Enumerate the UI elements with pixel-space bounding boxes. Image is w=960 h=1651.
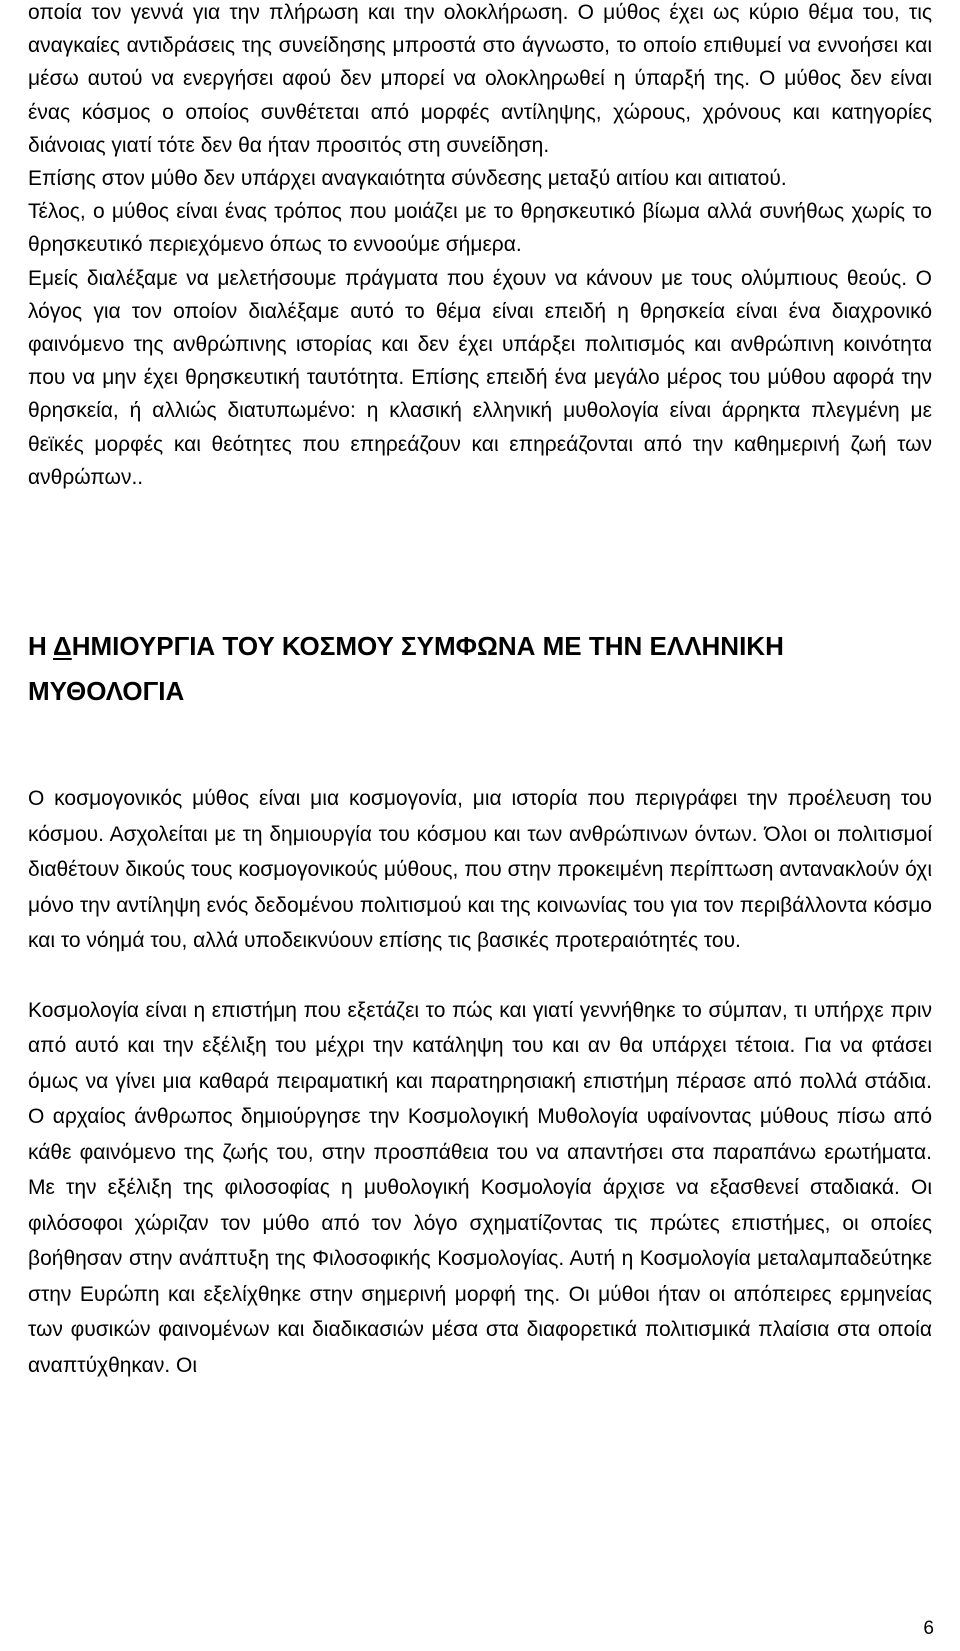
body-paragraph: Ο κοσμογονικός μύθος είναι μια κοσμογονία, μια ιστορία που περιγράφει την προέλευση του κόσμου. Ασχολείται με τη δημιουργία του κόσμου και των ανθρώπινων όντων. Όλοι οι πολιτισμοί διαθέτουν δικούς τους κοσμογονικούς μύθους, που στην προκειμένη περίπτωση αντανακλούν όχι μόνο την αντίληψη ενός δεδομένου πολιτισμού και της κοινωνίας του για τον περιβάλλοντα κόσμο και το νόημά του, αλλά υποδεικνύουν επίσης τις βασικές προτεραιότητές του. bbox=[28, 787, 932, 952]
heading-underlined-letter: Δ bbox=[53, 631, 72, 661]
intro-text bbox=[28, 0, 932, 494]
section-heading bbox=[28, 624, 932, 714]
intro-paragraph: Τέλος, ο μύθος είναι ένας τρόπος που μοιάζει με το θρησκευτικό βίωμα αλλά συνήθως χωρίς το θρησκευτικό περιεχόμενο όπως το εννοούμε σήμερα. bbox=[28, 200, 932, 257]
heading-rest: ΗΜΙΟΥΡΓΙΑ ΤΟΥ ΚΟΣΜΟΥ ΣΥΜΦΩΝΑ ΜΕ ΤΗΝ ΕΛΛΗΝΙΚΗ ΜΥΘΟΛΟΓΙΑ bbox=[28, 631, 784, 706]
page-number: 6 bbox=[923, 1618, 934, 1639]
body-paragraph: Κοσμολογία είναι η επιστήμη που εξετάζει το πώς και γιατί γεννήθηκε το σύμπαν, τι υπήρχε πριν από αυτό και την εξέλιξη του μέχρι την κατάληψη του και αν θα υπάρχει τέτοια. Για να φτάσει όμως να γίνει μια καθαρά πειραματική και παρατηρησιακή επιστήμη πέρασε από πολλά στάδια. Ο αρχαίος άνθρωπος δημιούργησε την Κοσμολογική Μυθολογία υφαίνοντας μύθους πίσω από κάθε φαινόμενο της ζωής του, στην προσπάθεια του να απαντήσει στα παραπάνω ερωτήματα. Με την εξέλιξη της φιλοσοφίας η μυθολογική Κοσμολογία άρχισε να εξασθενεί σταδιακά. Οι φιλόσοφοι χώριζαν τον μύθο από τον λόγο σχηματίζοντας τις πρώτες επιστήμες, οι οποίες βοήθησαν στην ανάπτυξη της Φιλοσοφικής Κοσμολογίας. Αυτή η Κοσμολογία μεταλαμπαδεύτηκε στην Ευρώπη και εξελίχθηκε στην σημερινή μορφή της. Οι μύθοι ήταν οι απόπειρες ερμηνείας των φυσικών φαινομένων και διαδικασιών μέσα στα διαφορετικά πολιτισμικά πλαίσια στα οποία αναπτύχθηκαν. Οι bbox=[28, 998, 932, 1377]
intro-paragraph: οποία τον γεννά για την πλήρωση και την ολοκλήρωση. Ο μύθος έχει ως κύριο θέμα του, τις αναγκαίες αντιδράσεις της συνείδησης μπροστά στο άγνωστο, το οποίο επιθυμεί να εννοήσει και μέσω αυτού να ενεργήσει αφού δεν μπορεί να ολοκληρωθεί η ύπαρξή της. Ο μύθος δεν είναι ένας κόσμος ο οποίος συνθέτεται από μορφές αντίληψης, χώρους, χρόνους και κατηγορίες διάνοιας γιατί τότε δεν θα ήταν προσιτός στη συνείδηση. bbox=[28, 1, 932, 157]
intro-paragraph: Εμείς διαλέξαμε να μελετήσουμε πράγματα που έχουν να κάνουν με τους ολύμπιους θεούς. Ο λόγος για τον οποίον διαλέξαμε αυτό το θέμα είναι επειδή η θρησκεία είναι ένα διαχρονικό φαινόμενο της ανθρώπινης ιστορίας και δεν έχει υπάρξει πολιτισμός και ανθρώπινη κοινότητα που να μην έχει θρησκευτική ταυτότητα. Επίσης επειδή ένα μεγάλο μέρος του μύθου αφορά την θρησκεία, ή αλλιώς διατυπωμένο: η κλασική ελληνική μυθολογία είναι άρρηκτα πλεγμένη με θεϊκές μορφές και θεότητες που επηρεάζουν και επηρεάζονται από την καθημερινή ζωή των ανθρώπων.. bbox=[28, 266, 932, 489]
intro-paragraph: Επίσης στον μύθο δεν υπάρχει αναγκαιότητα σύνδεσης μεταξύ αιτίου και αιτιατού. bbox=[28, 167, 787, 191]
heading-prefix: Η bbox=[28, 631, 54, 661]
section-body bbox=[28, 781, 932, 1383]
